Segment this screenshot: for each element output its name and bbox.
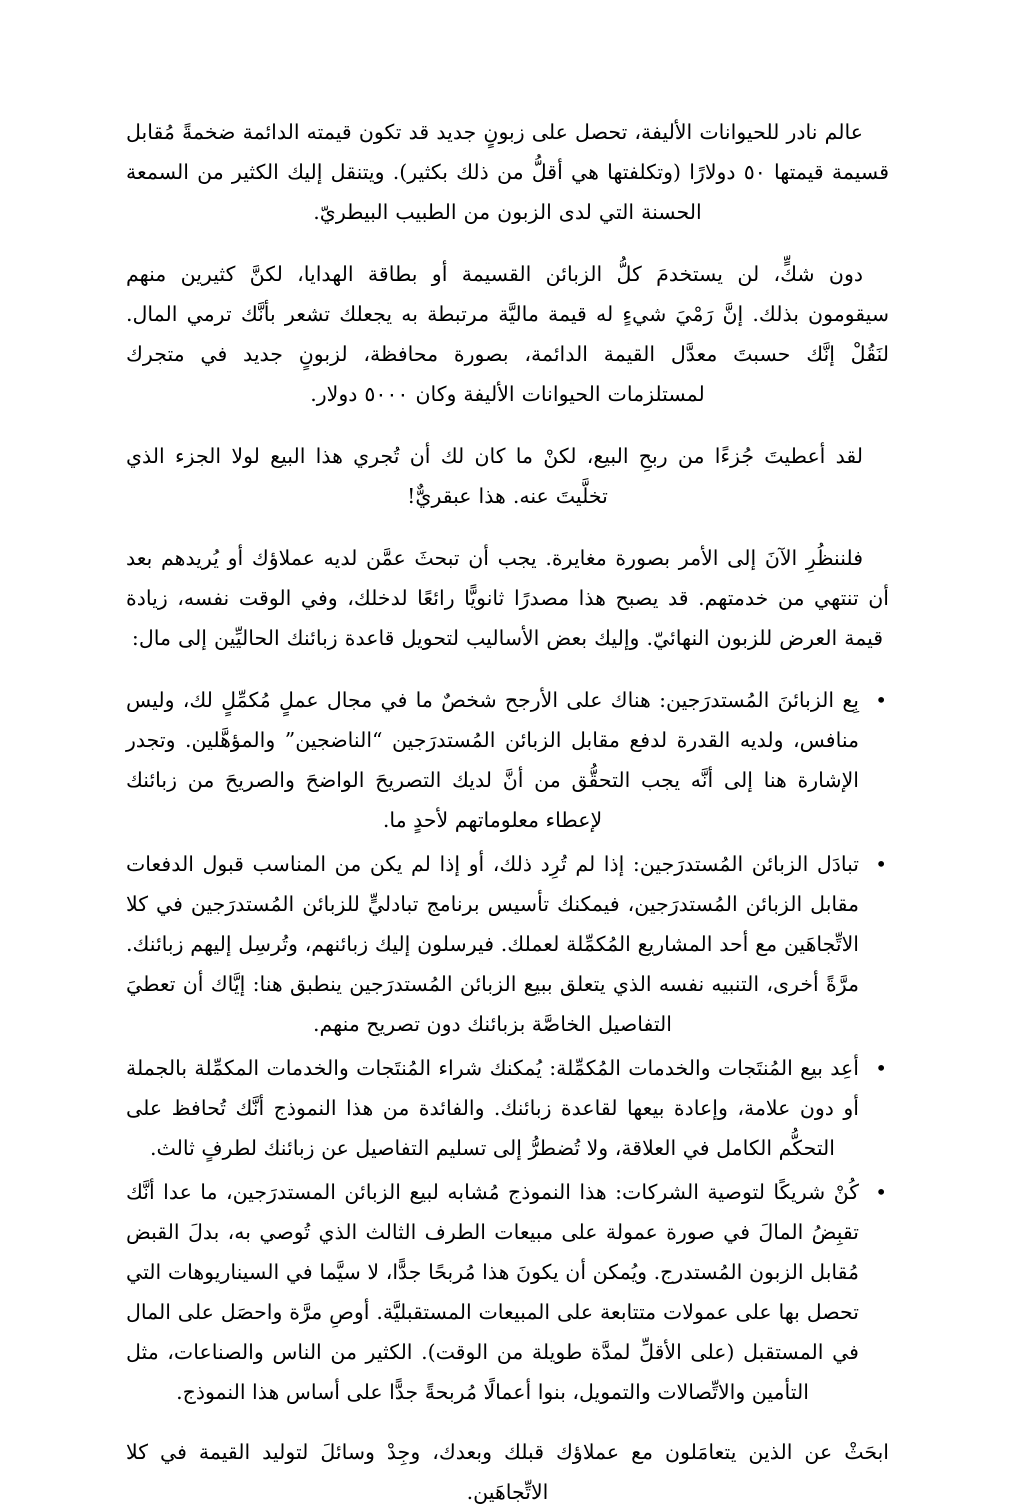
list-item-resell-products: • أعِد بيع المُنتَجات والخدمات المُكمِّلة: يُمكنك شراء المُنتَجات والخدمات المكمِّلة بالجملة أو دون علامة، وإعادة بيعها لقاعدة زبائنك. والفائدة من هذا النموذج أنَّك تُحافظ على التحكُّم الكامل في العلاقة، ولا تُضطرُّ إلى تسليم التفاصيل عن زبائنك لطرفٍ ثالث.: [126, 1048, 889, 1168]
document-body: [126, 112, 889, 1512]
paragraph-4: فلننظُرِ الآنَ إلى الأمر بصورة مغايرة. يجب أن تبحثَ عمَّن لديه عملاؤك أو يُريدهم بعد أن تنتهي من خدمتهم. قد يصبح هذا مصدرًا ثانويًّا رائعًا لدخلك، وفي الوقت نفسه، زيادة قيمة العرض للزبون النهائيّ. وإليك بعض الأساليب لتحويل قاعدة زبائنك الحاليِّين إلى مال:: [126, 546, 889, 650]
paragraph-1: عالم نادر للحيوانات الأليفة، تحصل على زبونٍ جديد قد تكون قيمته الدائمة ضخمةً مُقابل قسيمة قيمتها ٥٠ دولارًا (وتكلفتها هي أقلُّ من ذلك بكثير). ويتنقل إليك الكثير من السمعة الحسنة التي لدى الزبون من الطبيب البيطريّ.: [126, 120, 890, 224]
paragraph-5: ابحَثْ عن الذين يتعامَلون مع عملاؤك قبلك وبعدك، وجِدْ وسائلَ لتوليد القيمة في كلا الاتِّجاهَين.: [126, 1440, 889, 1504]
paragraph-2: دون شكٍّ، لن يستخدمَ كلُّ الزبائن القسيمة أو بطاقة الهدايا، لكنَّ كثيرين منهم سيقومون بذلك. إنَّ رَمْيَ شيءٍ له قيمة ماليَّة مرتبطة به يجعلك تشعر بأنَّك ترمي المال. لنَقُلْ إنَّك حسبتَ معدَّل القيمة الدائمة، بصورة محافظة، لزبونٍ جديد في متجرك لمستلزمات الحيوانات الأليفة وكان ٥٠٠٠ دولار.: [126, 262, 889, 406]
list-item-affiliate-partner: • كُنْ شريكًا لتوصية الشركات: هذا النموذج مُشابه لبيع الزبائن المستدرَجين، ما عدا أنَّك تقبِضُ المالَ في صورة عمولة على مبيعات الطرف الثالث الذي تُوصي به، بدلَ القبض مُقابل الزبون المُستدرج. ويُمكن أن يكونَ هذا مُربحًا جدًّا، لا سيَّما في السيناريوهات التي تحصل بها على عمولات متتابعة على المبيعات المستقبليَّة. أوصِ مرَّة واحصَل على المال في المستقبل (على الأقلِّ لمدَّة طويلة من الوقت). الكثير من الناس والصناعات، مثل التأمين والاتِّصالات والتمويل، بنوا أعمالًا مُربحةً جدًّا على أساس هذا النموذج.: [126, 1172, 889, 1412]
paragraph-3: لقد أعطيتَ جُزءًا من ربحِ البيع، لكنْ ما كان لك أن تُجري هذا البيع لولا الجزء الذي تخلَّيتَ عنه. هذا عبقريٌّ!: [126, 444, 863, 508]
list-item-sell-leads: • بِع الزبائنَ المُستدرَجين: هناك على الأرجح شخصٌ ما في مجال عملٍ مُكمِّلٍ لك، وليس منافس، ولديه القدرة لدفع مقابل الزبائن المُستدرَجين “الناضجين” والمؤهَّلين. وتجدر الإشارة هنا إلى أنَّه يجب التحقُّق من أنَّ لديك التصريحَ الواضحَ والصريحَ من زبائنك لإعطاء معلوماتهم لأحدٍ ما.: [126, 680, 889, 840]
methods-bullet-list: [126, 680, 889, 1412]
list-item-swap-leads: • تبادَل الزبائن المُستدرَجين: إذا لم تُرِد ذلك، أو إذا لم يكن من المناسب قبول الدفعات مقابل الزبائن المُستدرَجين، فيمكنك تأسيس برنامج تبادليٍّ للزبائن المُستدرَجين في كلا الاتِّجاهَين مع أحد المشاريع المُكمِّلة لعملك. فيرسلون إليك زبائنهم، وتُرسِل إليهم زبائنك. مرَّةً أخرى، التنبيه نفسه الذي يتعلق ببيع الزبائن المُستدرَجين ينطبق هنا: إيَّاك أن تعطيَ التفاصيل الخاصَّة بزبائنك دون تصريح منهم.: [126, 844, 889, 1044]
